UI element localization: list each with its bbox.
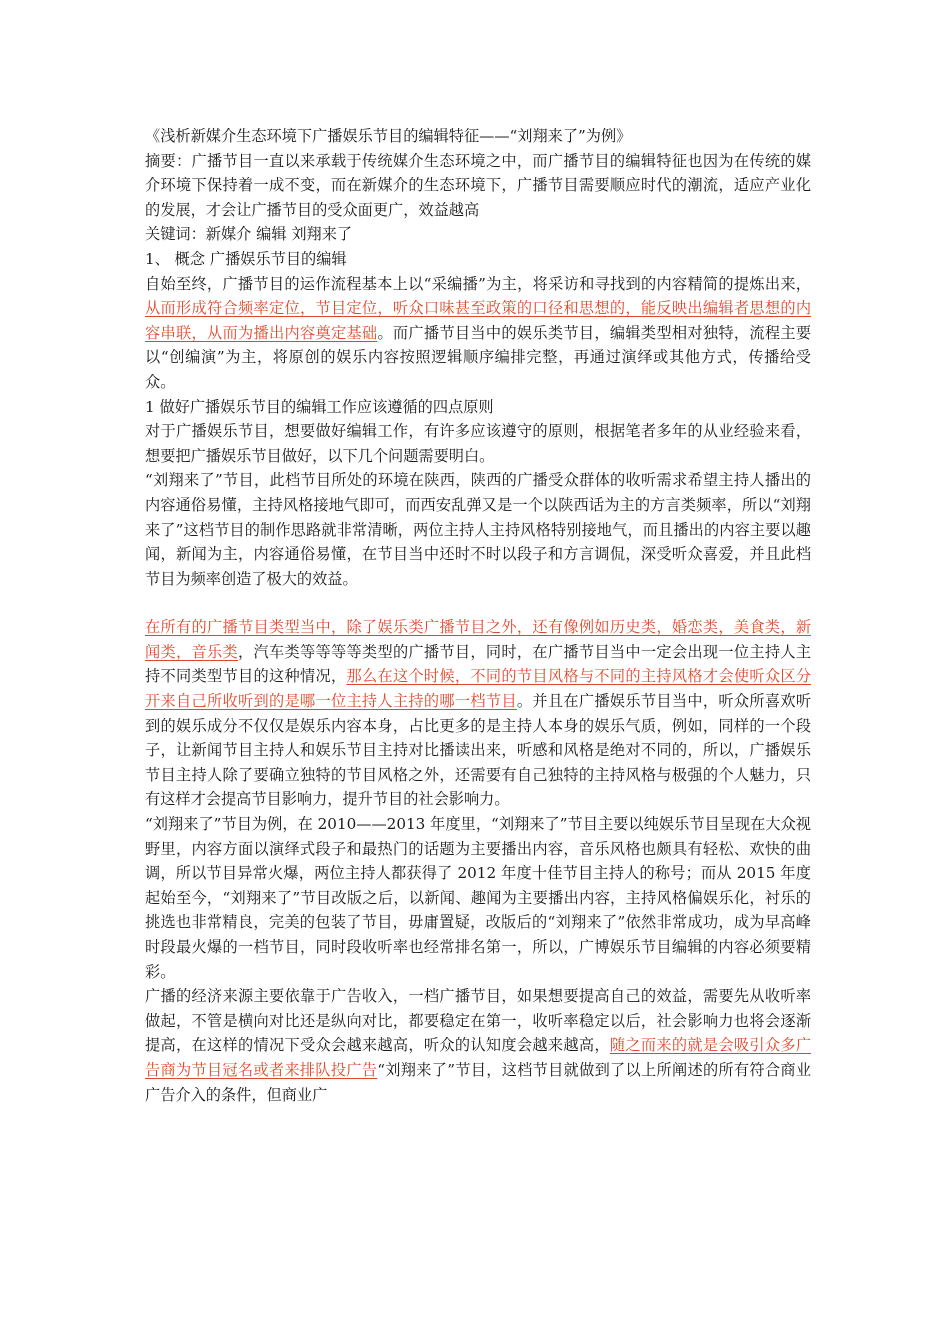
section-heading-concept: 1、 概念 广播娱乐节目的编辑 [145, 249, 347, 268]
highlighted-text: 从而形成符合频率定位，节目定位，听众口味甚至政策的口径和思想的，能反映出编辑者思想的内容串联，从而为播出内容奠定基础 [145, 299, 811, 342]
highlighted-text: 那么在这个时候，不同的节目风格与不同的主持风格才会使听众区分开来自己所收听到的是哪一位主持人主持的哪一档节目 [145, 667, 812, 711]
paragraph-text: 广播的经济来源主要依靠于广告收入，一档广播节目，如果想要提高自己的效益，需要先从收听率做起，不管是横向对比还是纵向对比，都要稳定在第一，收听率稳定以后，社会影响力也将会逐渐提高，在这样的情况下受众会越来越高，听众的认知度会越来越高， [145, 987, 811, 1055]
document-body [145, 124, 811, 1107]
paragraph-program-history: “刘翔来了”节目为例，在 2010——2013 年度里，“刘翔来了”节目主要以纯娱乐节目呈现在大众视野里，内容方面以演绎式段子和最热门的话题为主要播出内容，音乐风格也颇具有轻松、欢快的曲调，所以节目异常火爆，两位主持人都获得了 2012 年度十佳节目主持人的称号；而从 2015 年度起始至今，“刘翔来了”节目改版之后，以新闻、趣闻为主要播出内容，主持风格偏娱乐化，衬乐的挑选也非常精良，完美的包装了节目，毋庸置疑，改版后的“刘翔来了”依然非常成功，成为早高峰时段最火爆的一档节目，同时段收听率也经常排名第一，所以，广博娱乐节目编辑的内容必须要精彩。 [145, 815, 811, 981]
abstract-paragraph: 摘要：广播节目一直以来承载于传统媒介生态环境之中，而广播节目的编辑特征也因为在传统的媒介环境下保持着一成不变，而在新媒介的生态环境下，广播节目需要顺应时代的潮流，适应产业化的发展，才会让广播节目的受众面更广，效益越高 [145, 151, 811, 219]
paragraph-text: 自始至终，广播节目的运作流程基本上以“采编播”为主，将采访和寻找到的内容精简的提炼出来， [145, 274, 811, 293]
highlighted-text: 随之而来的就是会吸引众多广告商为节目冠名或者来排队投广告 [145, 1036, 812, 1079]
paragraph-text: 。而广播节目当中的娱乐类节目，编辑类型相对独特，流程主要以“创编演”为主，将原创的娱乐内容按照逻辑顺序编排完整，再通过演绎或其他方式，传播给受众。 [145, 323, 812, 391]
paragraph-spacer [145, 591, 811, 615]
highlighted-text: 在所有的广播节目类型当中，除了娱乐类广播节目之外，还有像例如历史类，婚恋类，美食类，新闻类，音乐类 [145, 618, 811, 661]
document-title: 《浅析新媒介生态环境下广播娱乐节目的编辑特征——“刘翔来了”为例》 [145, 127, 632, 145]
paragraph-program-environment: “刘翔来了”节目，此档节目所处的环境在陕西，陕西的广播受众群体的收听需求希望主持人播出的内容通俗易懂，主持风格接地气即可，而西安乱弹又是一个以陕西话为主的方言类频率，所以“刘翔来了”这档节目的制作思路就非常清晰，两位主持人主持风格特别接地气，而且播出的内容主要以趣闻，新闻为主，内容通俗易懂，在节目当中还时不时以段子和方言调侃，深受听众喜爱，并且此档节目为频率创造了极大的效益。 [145, 471, 811, 588]
paragraph-text: ，汽车类等等等等类型的广播节目，同时，在广播节目当中一定会出现一位主持人主持不同类型节目的这种情况， [145, 642, 812, 686]
paragraph-principles-intro: 对于广播娱乐节目，想要做好编辑工作，有许多应该遵守的原则，根据笔者多年的从业经验来看，想要把广播娱乐节目做好，以下几个问题需要明白。 [145, 422, 811, 465]
keywords-line: 关键词：新媒介 编辑 刘翔来了 [145, 225, 353, 244]
section-heading-principles: 1 做好广播娱乐节目的编辑工作应该遵循的四点原则 [145, 397, 494, 416]
paragraph-advertising [145, 984, 811, 1107]
paragraph-program-types [145, 615, 811, 812]
paragraph-text: “刘翔来了”节目，这档节目就做到了以上所阐述的所有符合商业广告介入的条件，但商业广 [145, 1060, 812, 1104]
paragraph-editing-process [145, 272, 811, 395]
paragraph-text: 。并且在广播娱乐节目当中，听众所喜欢听到的娱乐成分不仅仅是娱乐内容本身，占比更多的是主持人本身的娱乐气质，例如，同样的一个段子，让新闻节目主持人和娱乐节目主持对比播读出来，听感和风格是绝对不同的，所以，广播娱乐节目主持人除了要确立独特的节目风格之外，还需要有自己独特的主持风格与极强的个人魅力，只有这样才会提高节目影响力，提升节目的社会影响力。 [145, 692, 812, 809]
